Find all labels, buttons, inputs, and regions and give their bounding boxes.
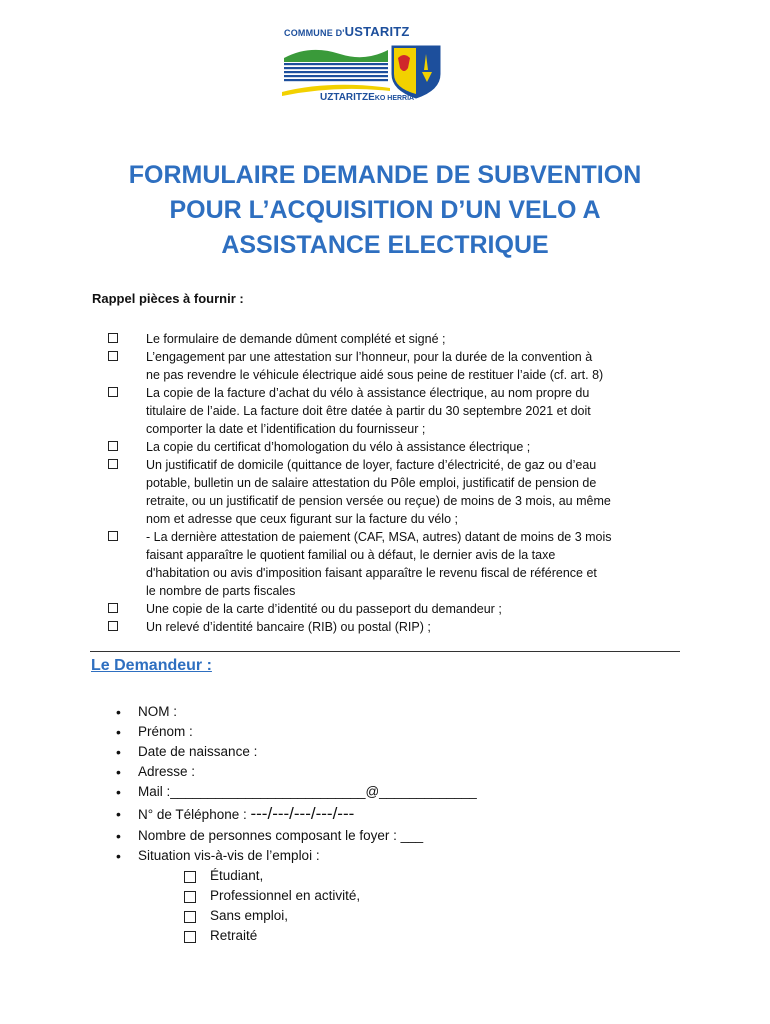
checkbox-icon[interactable]: [108, 603, 118, 613]
emploi-option-label: Sans emploi,: [210, 908, 289, 923]
piece-text-line: comporter la date et l’identification du fournisseur ;: [146, 422, 426, 436]
checkbox-icon[interactable]: [108, 621, 118, 631]
field-foyer[interactable]: • Nombre de personnes composant le foyer : ___: [116, 826, 477, 846]
piece-text-line: retraite, ou un justificatif de pension versée ou reçue) de moins de 3 mois, au même: [146, 494, 611, 508]
logo-commune-text: COMMUNE D'USTARITZ: [284, 24, 410, 39]
piece-text-line: La copie de la facture d’achat du vélo à assistance électrique, au nom propre du: [146, 386, 590, 400]
checkbox-icon[interactable]: [184, 911, 196, 923]
field-date-naissance[interactable]: • Date de naissance :: [116, 742, 477, 762]
piece-text-line: - La dernière attestation de paiement (CAF, MSA, autres) datant de moins de 3 mois: [146, 530, 612, 544]
demandeur-fields: [116, 702, 477, 866]
emploi-option-label: Étudiant,: [210, 868, 264, 883]
piece-text-line: le nombre de parts fiscales: [146, 584, 296, 598]
checkbox-icon[interactable]: [108, 459, 118, 469]
checkbox-icon[interactable]: [108, 441, 118, 451]
section-divider: [90, 651, 680, 652]
field-prenom[interactable]: • Prénom :: [116, 722, 477, 742]
piece-text-line: d'habitation ou avis d'imposition faisant apparaître le revenu fiscal de référence et: [146, 566, 597, 580]
title-line-2: POUR L’ACQUISITION D’UN VELO A: [169, 196, 601, 224]
form-title: [60, 158, 710, 263]
piece-text-line: Un relevé d’identité bancaire (RIB) ou postal (RIP) ;: [146, 620, 431, 634]
field-situation-emploi: • Situation vis-à-vis de l’emploi :: [116, 846, 477, 866]
checkbox-icon[interactable]: [108, 351, 118, 361]
commune-logo: [280, 24, 445, 110]
emploi-option[interactable]: [184, 926, 360, 946]
piece-item: [108, 528, 678, 600]
piece-item: [108, 438, 678, 456]
checkbox-icon[interactable]: [184, 891, 196, 903]
checkbox-icon[interactable]: [108, 387, 118, 397]
emploi-option[interactable]: [184, 906, 360, 926]
field-telephone[interactable]: [116, 802, 477, 826]
title-line-3: ASSISTANCE ELECTRIQUE: [221, 231, 549, 259]
piece-text-line: La copie du certificat d’homologation du vélo à assistance électrique ;: [146, 440, 531, 454]
field-nom[interactable]: • NOM :: [116, 702, 477, 722]
piece-text-line: nom et adresse que ceux figurant sur la facture du vélo ;: [146, 512, 458, 526]
checkbox-icon[interactable]: [108, 531, 118, 541]
field-mail[interactable]: • Mail :__________________________@_____________: [116, 782, 477, 802]
logo-herria-text: UZTARITZEKO HERRIA: [320, 92, 415, 103]
checkbox-icon[interactable]: [108, 333, 118, 343]
piece-item: [108, 330, 678, 348]
emploi-option-label: Retraité: [210, 928, 258, 943]
piece-item: [108, 456, 678, 528]
piece-text-line: faisant apparaître le quotient familial ou à défaut, le dernier avis de la taxe: [146, 548, 556, 562]
piece-item: [108, 600, 678, 618]
telephone-value: ---/---/---/---/---: [250, 804, 355, 823]
checkbox-icon[interactable]: [184, 871, 196, 883]
piece-item: [108, 348, 678, 384]
demandeur-heading: Le Demandeur :: [91, 657, 212, 674]
piece-item: [108, 618, 678, 636]
piece-item: [108, 384, 678, 438]
piece-text-line: Le formulaire de demande dûment complété et signé ;: [146, 332, 446, 346]
field-adresse[interactable]: • Adresse :: [116, 762, 477, 782]
checkbox-icon[interactable]: [184, 931, 196, 943]
piece-text-line: Un justificatif de domicile (quittance de loyer, facture d’électricité, de gaz ou d’eau: [146, 458, 597, 472]
emploi-option[interactable]: [184, 866, 360, 886]
piece-text-line: L’engagement par une attestation sur l’honneur, pour la durée de la convention à: [146, 350, 593, 364]
piece-text-line: Une copie de la carte d’identité ou du passeport du demandeur ;: [146, 602, 502, 616]
piece-text-line: ne pas revendre le véhicule électrique aidé sous peine de restituer l’aide (cf. art. 8): [146, 368, 604, 382]
emploi-option-label: Professionnel en activité,: [210, 888, 361, 903]
rappel-heading: Rappel pièces à fournir :: [92, 291, 244, 306]
piece-text-line: potable, bulletin un de salaire attestation du Pôle emploi, justificatif de pension de: [146, 476, 597, 490]
pieces-list: [108, 330, 678, 636]
piece-text-line: titulaire de l’aide. La facture doit être datée à partir du 30 septembre 2021 et doit: [146, 404, 591, 418]
emploi-options: [184, 866, 360, 946]
title-line-1: FORMULAIRE DEMANDE DE SUBVENTION: [128, 161, 642, 189]
emploi-option[interactable]: [184, 886, 360, 906]
telephone-label: N° de Téléphone :: [138, 807, 251, 822]
